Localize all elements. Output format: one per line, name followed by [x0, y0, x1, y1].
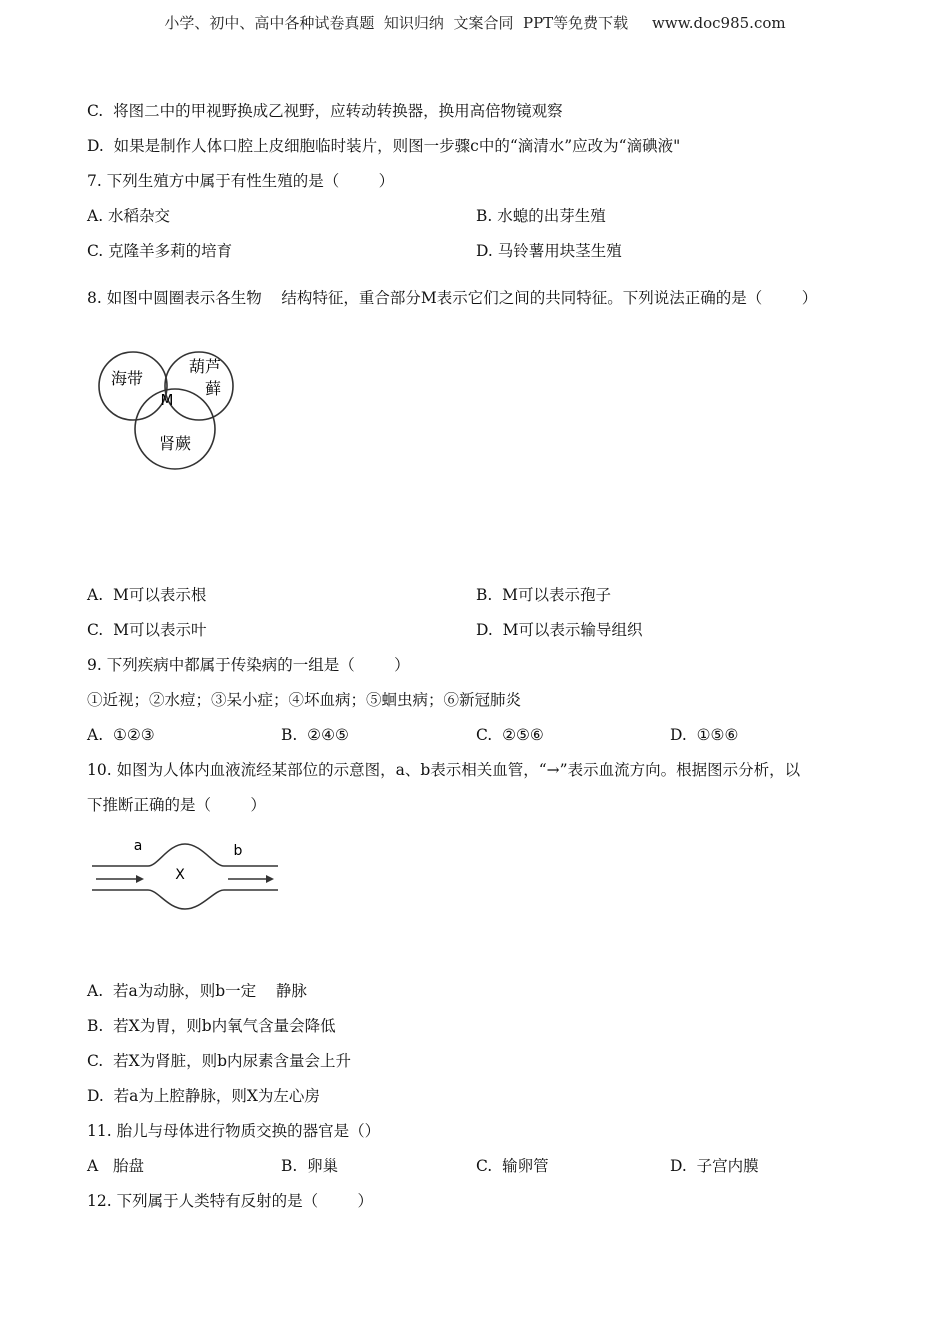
q11-option-b: B. 卵巢 — [281, 1157, 339, 1175]
page-header: 小学、初中、高中各种试卷真题 知识归纳 文案合同 PPT等免费下载 www.doc985.com — [164, 14, 786, 32]
q11-stem: 11. 胎儿与母体进行物质交换的器官是（） — [87, 1122, 381, 1140]
q8-stem: 8. 如图中圆圈表示各生物 结构特征，重合部分M表示它们之间的共同特征。下列说法正确的是（ ） — [87, 289, 818, 307]
q10-blood-flow-diagram — [88, 836, 283, 916]
q8-option-d: D. M可以表示输导组织 — [476, 621, 643, 639]
q10-option-d: D. 若a为上腔静脉，则X为左心房 — [87, 1087, 320, 1105]
vessel-label-a: a — [133, 838, 143, 854]
venn-label-center: M — [160, 391, 174, 409]
q9-option-b: B. ②④⑤ — [281, 726, 349, 744]
q6-option-d: D. 如果是制作人体口腔上皮细胞临时装片，则图一步骤c中的“滴清水”应改为“滴碘液" — [87, 137, 681, 155]
q7-option-b: B. 水螅的出芽生殖 — [476, 207, 606, 225]
q9-items: ①近视；②水痘；③呆小症；④坏血病；⑤蛔虫病；⑥新冠肺炎 — [87, 691, 522, 709]
q10-stem-line1: 10. 如图为人体内血液流经某部位的示意图，a、b表示相关血管，“→”表示血流方向。根据图示分析，以 — [87, 761, 801, 779]
venn-label-left: 海带 — [110, 369, 144, 388]
q12-stem: 12. 下列属于人类特有反射的是（ ） — [87, 1192, 373, 1210]
q8-option-b: B. M可以表示孢子 — [476, 586, 612, 604]
q7-option-d: D. 马铃薯用块茎生殖 — [476, 242, 622, 260]
vessel-outline-top — [92, 844, 278, 866]
venn-label-bottom: 肾蕨 — [158, 434, 192, 453]
venn-circle-bottom — [135, 389, 215, 469]
q9-stem: 9. 下列疾病中都属于传染病的一组是（ ） — [87, 656, 410, 674]
q6-option-c: C. 将图二中的甲视野换成乙视野，应转动转换器，换用高倍物镜观察 — [87, 102, 563, 120]
q10-option-c: C. 若X为肾脏，则b内尿素含量会上升 — [87, 1052, 352, 1070]
q7-option-a: A. 水稻杂交 — [87, 207, 171, 225]
q11-option-d: D. 子宫内膜 — [670, 1157, 759, 1175]
vessel-label-b: b — [233, 843, 243, 859]
q7-stem: 7. 下列生殖方中属于有性生殖的是（ ） — [87, 172, 395, 190]
q9-option-a: A. ①②③ — [87, 726, 155, 744]
q11-option-a: A 胎盘 — [87, 1157, 144, 1175]
vessel-outline-bottom — [92, 890, 278, 909]
q8-option-a: A. M可以表示根 — [87, 586, 207, 604]
venn-label-right-2: 藓 — [204, 379, 222, 398]
q11-option-c: C. 输卵管 — [476, 1157, 549, 1175]
q10-option-b: B. 若X为胃，则b内氧气含量会降低 — [87, 1017, 336, 1035]
q7-option-c: C. 克隆羊多莉的培育 — [87, 242, 233, 260]
venn-label-right-1: 葫芦 — [188, 357, 222, 376]
organ-label-x: X — [175, 867, 185, 883]
q8-venn-diagram — [95, 340, 245, 470]
q9-option-d: D. ①⑤⑥ — [670, 726, 739, 744]
q10-stem-line2: 下推断正确的是（ ） — [87, 796, 266, 814]
q8-option-c: C. M可以表示叶 — [87, 621, 207, 639]
q10-option-a: A. 若a为动脉，则b一定 静脉 — [87, 982, 307, 1000]
q9-option-c: C. ②⑤⑥ — [476, 726, 544, 744]
flow-arrowhead-a — [136, 875, 144, 883]
flow-arrowhead-b — [266, 875, 274, 883]
